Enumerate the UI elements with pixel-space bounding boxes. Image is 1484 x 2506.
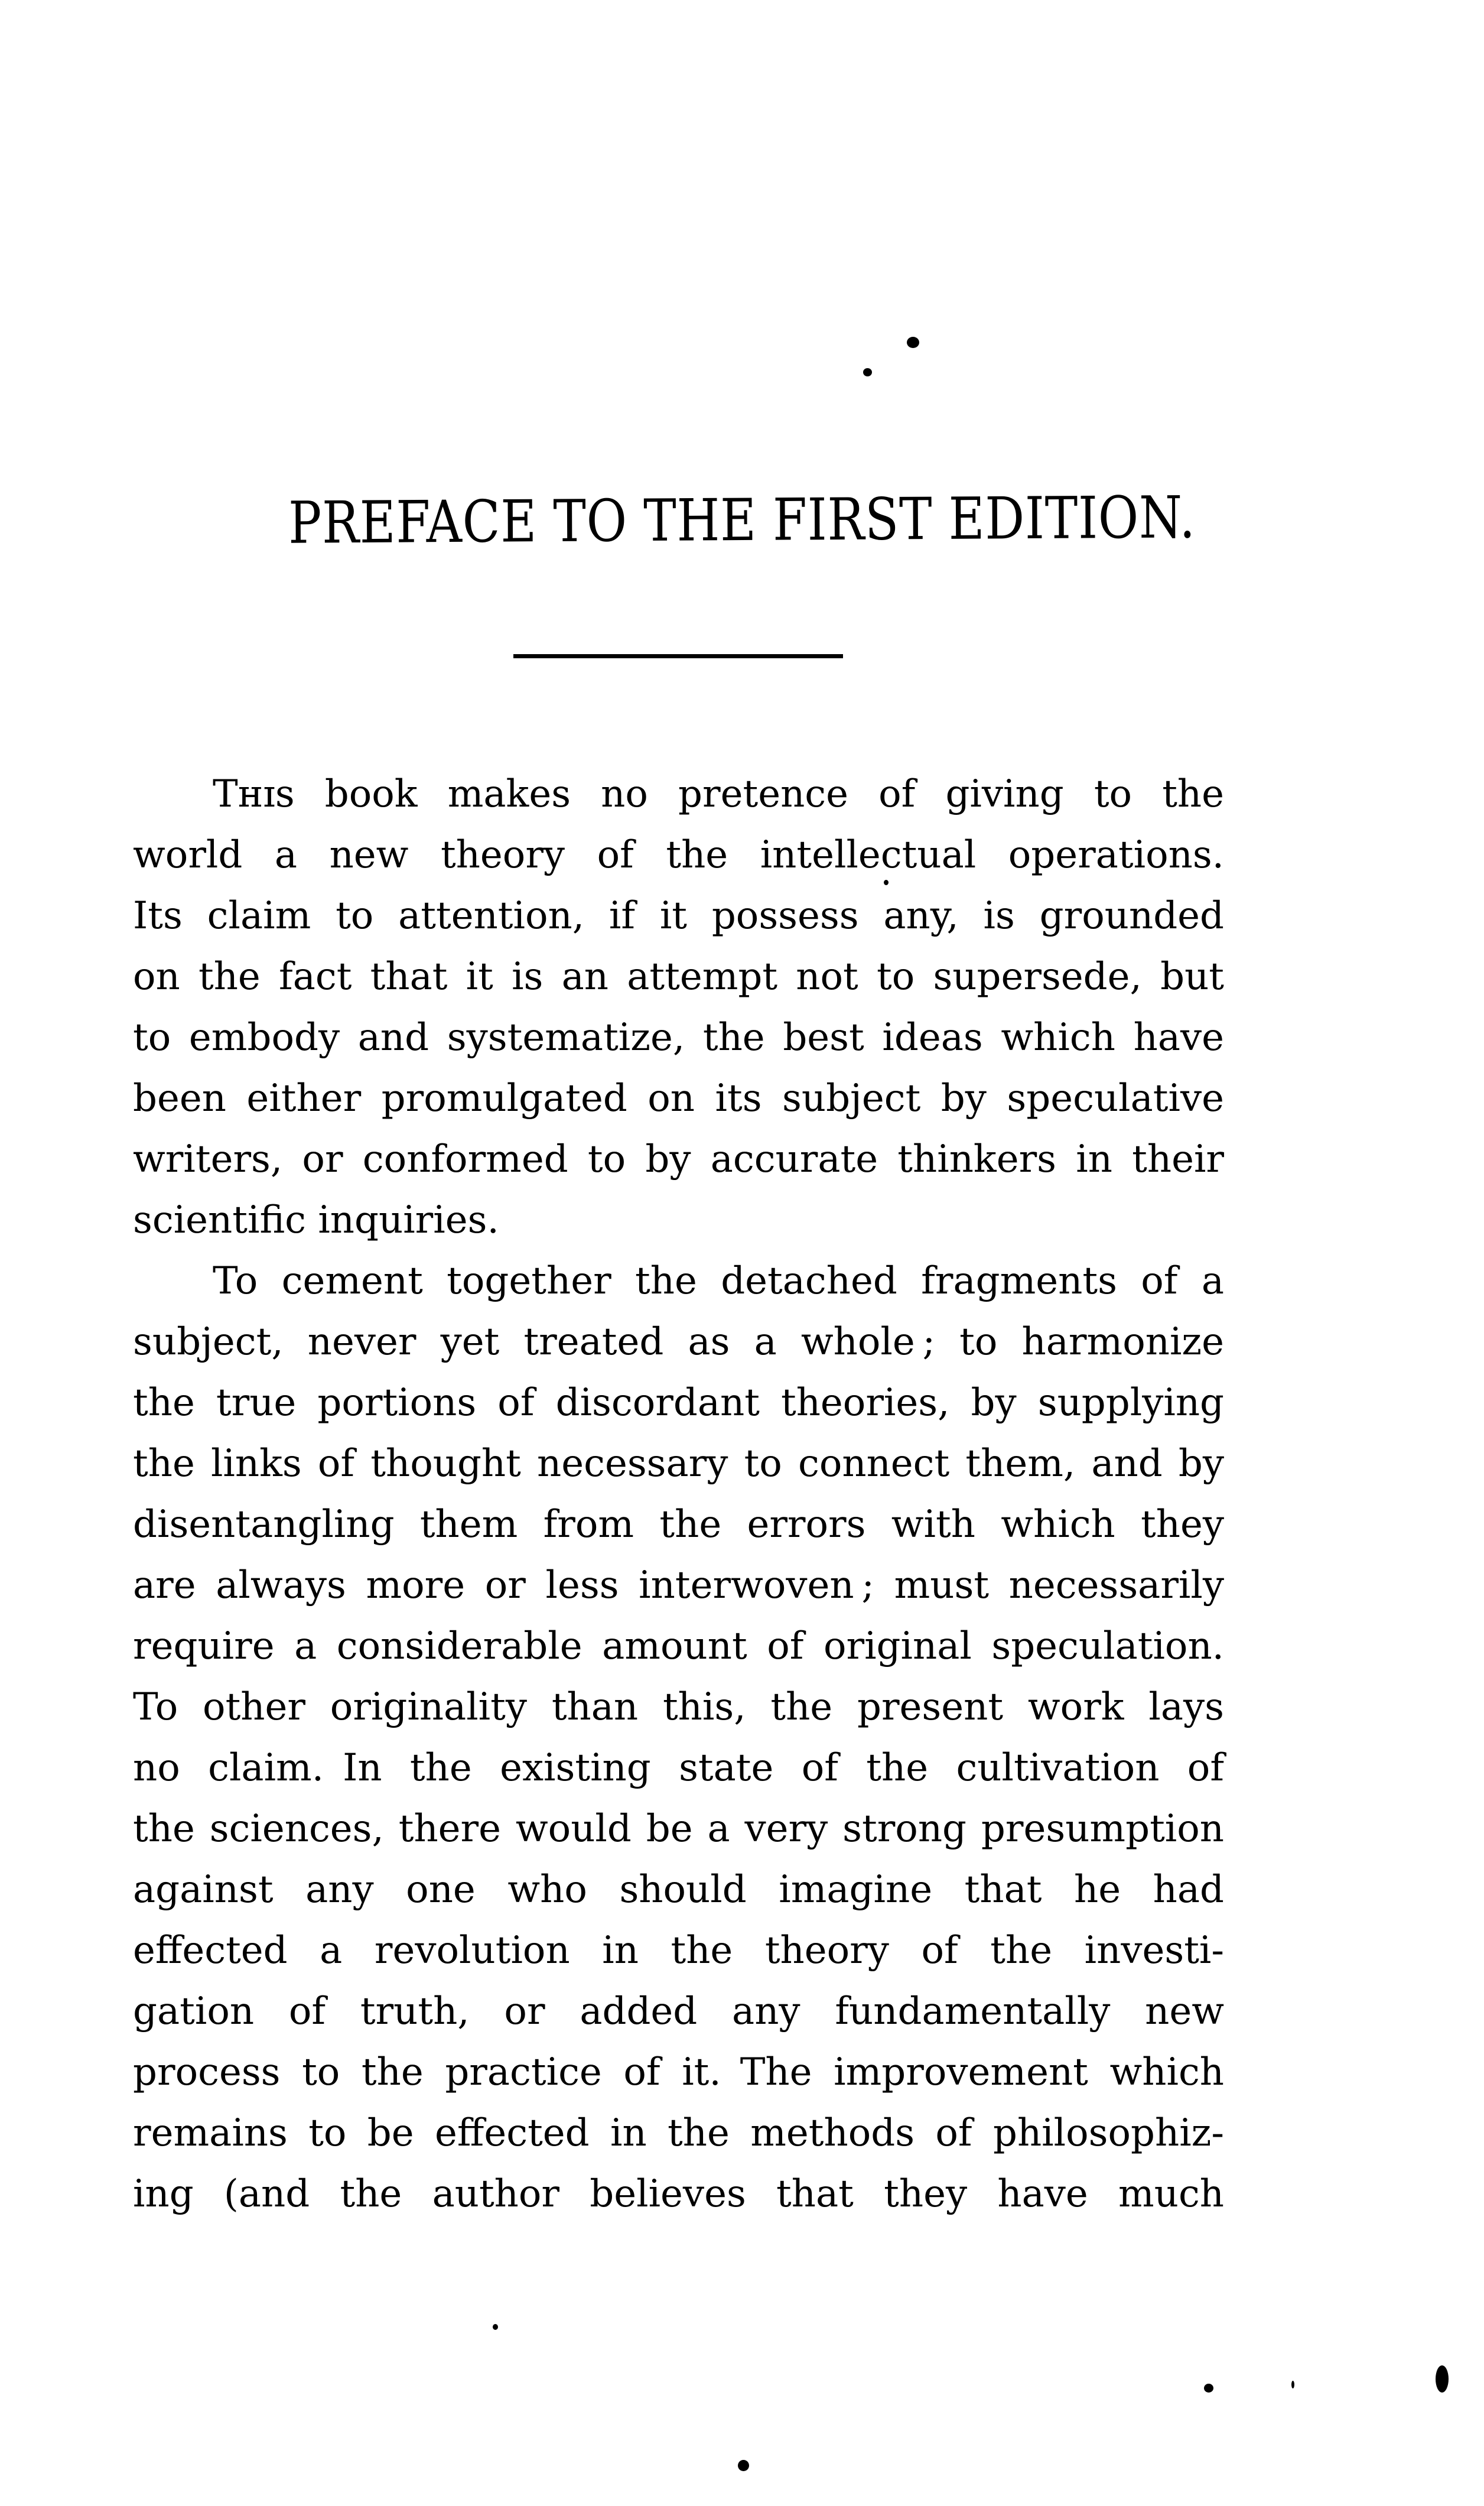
paragraph-2-line-1: To cement together the detached fragments of a (213, 1259, 1224, 1303)
ink-speck (1291, 2381, 1294, 2388)
ink-speck (884, 880, 889, 885)
paragraph-1-line-7: writers, or conformed to by accurate thinkers in their (133, 1137, 1224, 1181)
paragraph-2-line-4: the links of thought necessary to connect them, and by (133, 1442, 1224, 1486)
page-body-text (133, 764, 1224, 2225)
paragraph-2-line-13: gation of truth, or added any fundamentally new (133, 1990, 1224, 2033)
paragraph-2-line-9: no claim. In the existing state of the cultivation of (133, 1746, 1224, 1790)
paragraph-1-line-2: world a new theory of the intellectual operations. (133, 833, 1224, 877)
paragraph-1-line-5: to embody and systematize, the best ideas which have (133, 1016, 1224, 1059)
ink-speck (1204, 2384, 1213, 2393)
paragraph-2-line-5: disentangling them from the errors with which they (133, 1503, 1224, 1546)
ink-speck (493, 2324, 498, 2330)
paragraph-2-line-8: To other originality than this, the present work lays (133, 1685, 1224, 1729)
ink-speck (738, 2460, 749, 2471)
paragraph-2-line-10: the sciences, there would be a very strong presumption (133, 1807, 1224, 1851)
paragraph-2-line-14: process to the practice of it. The improvement which (133, 2050, 1224, 2094)
ink-speck (863, 368, 872, 376)
ink-speck (1436, 2365, 1449, 2393)
paragraph-1-line-3: Its claim to attention, if it possess any, is grounded (133, 894, 1224, 938)
paragraph-2-line-2: subject, never yet treated as a whole ; to harmonize (133, 1320, 1224, 1364)
paragraph-2-line-11: against any one who should imagine that he had (133, 1868, 1224, 1912)
page-title: PREFACE TO THE FIRST EDITION. (288, 484, 1196, 557)
ink-speck (907, 337, 919, 348)
paragraph-2-line-3: the true portions of discordant theories, by supplying (133, 1381, 1224, 1425)
title-divider-rule (513, 654, 843, 658)
paragraph-2-line-7: require a considerable amount of original speculation. (133, 1624, 1224, 1668)
paragraph-2-line-12: effected a revolution in the theory of the investi- (133, 1929, 1224, 1972)
paragraph-1-line-1: Tʜɪs book makes no pretence of giving to the (213, 772, 1224, 816)
paragraph-1-line-4: on the fact that it is an attempt not to supersede, but (133, 955, 1224, 999)
paragraph-2-line-16: ing (and the author believes that they have much (133, 2172, 1224, 2216)
paragraph-2-line-6: are always more or less interwoven ; must necessarily (133, 1564, 1224, 1607)
paragraph-1-line-8: scientific inquiries. (133, 1198, 499, 1242)
paragraph-1-line-6: been either promulgated on its subject by speculative (133, 1077, 1224, 1120)
paragraph-2-line-15: remains to be effected in the methods of philosophiz- (133, 2111, 1224, 2155)
